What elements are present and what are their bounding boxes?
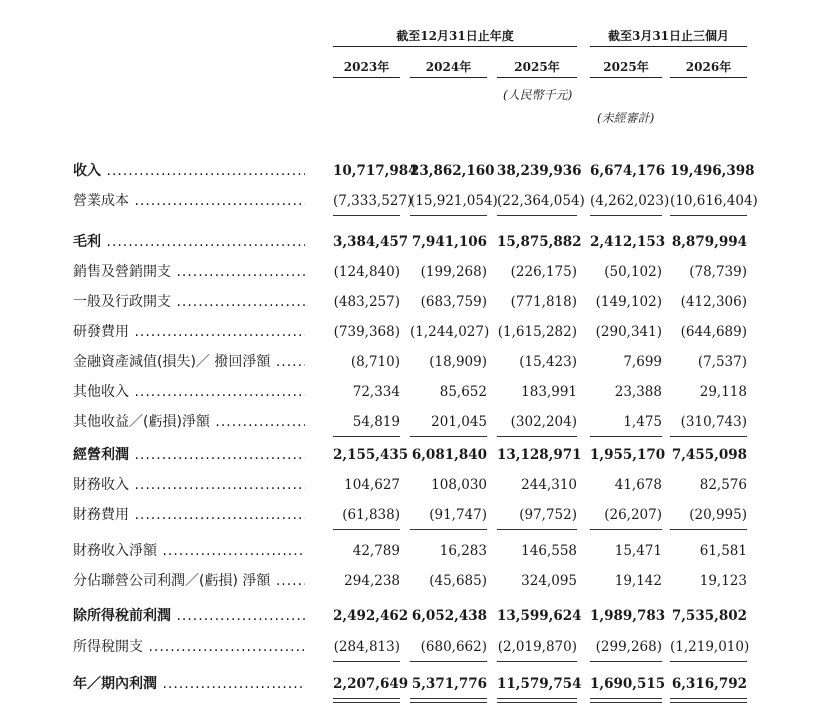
row-value-cell: 6,052,438 xyxy=(411,608,487,624)
col-header-rule-2024 xyxy=(410,77,487,78)
subtotal-rule xyxy=(410,436,487,437)
row-value-cell: 201,045 xyxy=(431,414,487,430)
row-value-cell: 15,471 xyxy=(614,543,662,559)
table-row xyxy=(0,670,829,698)
unaudited-note: (未經審計) xyxy=(597,111,655,125)
row-label: 研發費用 ..... xyxy=(73,318,305,346)
row-value-cell: 6,674,176 xyxy=(590,163,666,179)
row-label: 所得稅開支 ..... xyxy=(73,633,305,661)
row-value-cell: (97,752) xyxy=(519,507,577,523)
row-value-cell: (284,813) xyxy=(333,639,400,655)
row-value-cell: 11,579,754 xyxy=(497,676,582,692)
row-value-cell: (61,838) xyxy=(342,507,400,523)
row-value-cell: (15,921,054) xyxy=(410,193,498,209)
row-value-cell: 1,690,515 xyxy=(590,676,666,692)
subtotal-rule xyxy=(333,436,400,437)
subtotal-rule xyxy=(670,529,747,530)
row-value-cell: 294,238 xyxy=(344,573,400,589)
row-value-cell: 23,388 xyxy=(614,384,662,400)
table-row xyxy=(0,348,829,376)
row-value-cell: (644,689) xyxy=(680,324,747,340)
row-value-cell: (149,102) xyxy=(595,294,662,310)
table-row xyxy=(0,318,829,346)
row-value-cell: (124,840) xyxy=(333,264,400,280)
subtotal-rule xyxy=(333,661,400,662)
row-value-cell: 85,652 xyxy=(439,384,487,400)
row-value-cell: 7,455,098 xyxy=(671,447,747,463)
row-value-cell: (4,262,023) xyxy=(590,193,670,209)
table-row xyxy=(0,228,829,256)
table-row xyxy=(0,441,829,469)
row-value-cell: (18,909) xyxy=(429,354,487,370)
total-double-rule xyxy=(333,698,400,703)
row-value-cell: 6,316,792 xyxy=(671,676,747,692)
table-row xyxy=(0,537,829,565)
row-value-cell: 2,492,462 xyxy=(333,608,409,624)
subtotal-rule xyxy=(497,436,577,437)
row-value-cell: 104,627 xyxy=(344,477,400,493)
row-label: 一般及行政開支 ..... xyxy=(73,288,305,316)
col-header-2025: 2025年 xyxy=(514,60,560,74)
table-row xyxy=(0,633,829,661)
row-value-cell: (412,306) xyxy=(680,294,747,310)
row-value-cell: (78,739) xyxy=(689,264,747,280)
row-value-cell: 16,283 xyxy=(439,543,487,559)
row-label: 除所得稅前利潤 ..... xyxy=(73,602,305,630)
row-value-cell: (8,710) xyxy=(350,354,400,370)
row-label: 金融資產減值(損失)／ 撥回淨額 ..... xyxy=(73,348,305,376)
subtotal-rule xyxy=(333,529,400,530)
row-value-cell: (310,743) xyxy=(680,414,747,430)
row-value-cell: 1,475 xyxy=(623,414,662,430)
table-row xyxy=(0,258,829,286)
row-value-cell: 2,155,435 xyxy=(333,447,409,463)
subtotal-rule xyxy=(410,215,487,216)
row-label: 年／期內利潤 ..... xyxy=(73,670,305,698)
subtotal-rule xyxy=(497,529,577,530)
row-value-cell: 3,384,457 xyxy=(333,234,409,250)
row-value-cell: (50,102) xyxy=(604,264,662,280)
row-value-cell: 324,095 xyxy=(521,573,577,589)
row-value-cell: 82,576 xyxy=(699,477,747,493)
row-value-cell: 38,239,936 xyxy=(497,163,582,179)
row-value-cell: (199,268) xyxy=(420,264,487,280)
row-value-cell: (1,615,282) xyxy=(497,324,577,340)
total-double-rule xyxy=(410,698,487,703)
row-value-cell: 7,941,106 xyxy=(411,234,487,250)
row-value-cell: (1,244,027) xyxy=(410,324,490,340)
year-group-header: 截至12月31日止年度 xyxy=(396,29,514,43)
row-value-cell: (683,759) xyxy=(420,294,487,310)
row-value-cell: 244,310 xyxy=(521,477,577,493)
subtotal-rule xyxy=(590,529,662,530)
row-value-cell: 10,717,984 xyxy=(333,163,418,179)
row-value-cell: 19,123 xyxy=(699,573,747,589)
row-value-cell: (680,662) xyxy=(420,639,487,655)
row-value-cell: 54,819 xyxy=(352,414,400,430)
col-header-2025-q1: 2025年 xyxy=(603,60,649,74)
row-value-cell: 5,371,776 xyxy=(411,676,487,692)
row-value-cell: (45,685) xyxy=(429,573,487,589)
row-value-cell: 19,142 xyxy=(614,573,662,589)
row-value-cell: 23,862,160 xyxy=(410,163,495,179)
row-value-cell: (22,364,054) xyxy=(497,193,585,209)
row-label: 財務收入 ..... xyxy=(73,471,305,499)
row-value-cell: 42,789 xyxy=(352,543,400,559)
row-label: 毛利 ..... xyxy=(73,228,305,256)
table-row xyxy=(0,602,829,630)
row-label: 其他收入 ..... xyxy=(73,378,305,406)
table-row xyxy=(0,187,829,215)
row-value-cell: (302,204) xyxy=(510,414,577,430)
row-value-cell: 146,558 xyxy=(521,543,577,559)
table-row xyxy=(0,378,829,406)
row-value-cell: (483,257) xyxy=(333,294,400,310)
row-value-cell: 183,991 xyxy=(521,384,577,400)
row-label: 分佔聯營公司利潤／(虧損) 淨額 ..... xyxy=(73,567,305,595)
col-header-2023: 2023年 xyxy=(343,60,390,74)
subtotal-rule xyxy=(670,215,747,216)
subtotal-rule xyxy=(590,661,662,662)
total-double-rule xyxy=(590,698,662,703)
subtotal-rule xyxy=(410,529,487,530)
row-value-cell: (290,341) xyxy=(595,324,662,340)
row-value-cell: 29,118 xyxy=(699,384,747,400)
year-group-rule xyxy=(333,46,577,47)
subtotal-rule xyxy=(590,436,662,437)
row-value-cell: (226,175) xyxy=(510,264,577,280)
table-row xyxy=(0,501,829,529)
table-row xyxy=(0,567,829,595)
subtotal-rule xyxy=(670,661,747,662)
subtotal-rule xyxy=(333,215,400,216)
row-value-cell: (7,537) xyxy=(697,354,747,370)
table-row xyxy=(0,408,829,436)
col-header-rule-2026-q1 xyxy=(670,77,747,78)
quarter-group-rule xyxy=(590,46,747,47)
currency-note: (人民幣千元) xyxy=(503,88,573,102)
row-value-cell: 41,678 xyxy=(614,477,662,493)
table-row xyxy=(0,157,829,185)
row-label: 財務費用 ..... xyxy=(73,501,305,529)
row-value-cell: (299,268) xyxy=(595,639,662,655)
total-double-rule xyxy=(497,698,577,703)
total-double-rule xyxy=(670,698,747,703)
row-value-cell: 8,879,994 xyxy=(671,234,747,250)
row-label: 其他收益／(虧損)淨額 ..... xyxy=(73,408,305,436)
quarter-group-header: 截至3月31日止三個月 xyxy=(607,29,730,43)
row-label: 營業成本 ..... xyxy=(73,187,305,215)
row-value-cell: (2,019,870) xyxy=(497,639,577,655)
row-value-cell: 7,535,802 xyxy=(671,608,747,624)
subtotal-rule xyxy=(590,215,662,216)
row-label: 銷售及營銷開支 ..... xyxy=(73,258,305,286)
row-value-cell: (91,747) xyxy=(429,507,487,523)
col-header-rule-2025 xyxy=(497,77,577,78)
row-value-cell: 13,128,971 xyxy=(497,447,582,463)
col-header-rule-2023 xyxy=(333,77,400,78)
col-header-rule-2025-q1 xyxy=(590,77,662,78)
row-value-cell: 2,412,153 xyxy=(590,234,666,250)
row-value-cell: 108,030 xyxy=(431,477,487,493)
row-value-cell: 1,955,170 xyxy=(590,447,666,463)
row-value-cell: (10,616,404) xyxy=(670,193,758,209)
row-value-cell: 13,599,624 xyxy=(497,608,582,624)
row-label: 收入 ..... xyxy=(73,157,305,185)
row-value-cell: (1,219,010) xyxy=(670,639,750,655)
row-value-cell: (771,818) xyxy=(510,294,577,310)
table-row xyxy=(0,471,829,499)
row-value-cell: 61,581 xyxy=(699,543,747,559)
subtotal-rule xyxy=(497,661,577,662)
row-value-cell: 15,875,882 xyxy=(497,234,582,250)
row-value-cell: 2,207,649 xyxy=(333,676,409,692)
subtotal-rule xyxy=(670,436,747,437)
row-label: 財務收入淨額 ..... xyxy=(73,537,305,565)
col-header-2026-q1: 2026年 xyxy=(685,60,732,74)
subtotal-rule xyxy=(497,215,577,216)
row-value-cell: 6,081,840 xyxy=(411,447,487,463)
row-value-cell: (15,423) xyxy=(519,354,577,370)
subtotal-rule xyxy=(410,661,487,662)
row-label: 經營利潤 ..... xyxy=(73,441,305,469)
row-value-cell: (20,995) xyxy=(689,507,747,523)
row-value-cell: 72,334 xyxy=(352,384,400,400)
col-header-2024: 2024年 xyxy=(425,60,472,74)
table-row xyxy=(0,288,829,316)
row-value-cell: (7,333,527) xyxy=(333,193,413,209)
row-value-cell: 7,699 xyxy=(623,354,662,370)
row-value-cell: 19,496,398 xyxy=(670,163,755,179)
row-value-cell: (739,368) xyxy=(333,324,400,340)
row-value-cell: 1,989,783 xyxy=(590,608,666,624)
row-value-cell: (26,207) xyxy=(604,507,662,523)
